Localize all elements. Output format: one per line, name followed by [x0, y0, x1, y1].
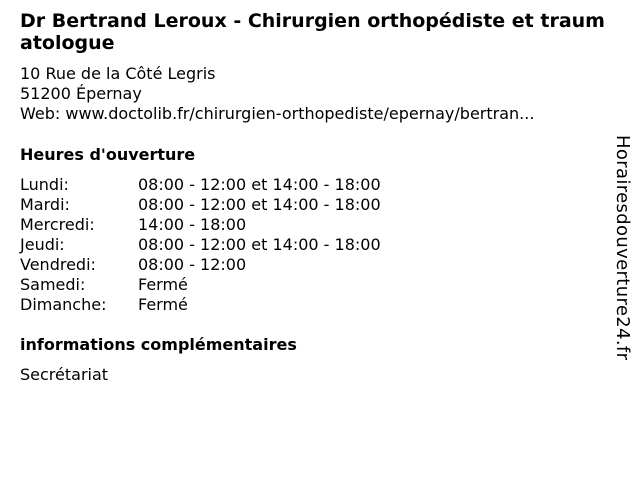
day-hours: Fermé: [138, 295, 188, 314]
opening-hours-table: [20, 175, 605, 315]
practitioner-name: Dr Bertrand Leroux - Chirurgien orthopédiste et traumatologue: [20, 10, 605, 54]
day-label: Samedi:: [20, 275, 86, 294]
hours-row-thursday: [20, 235, 605, 255]
day-hours: 14:00 - 18:00: [138, 215, 247, 234]
practitioner-card: [20, 10, 605, 385]
day-label: Lundi:: [20, 175, 69, 194]
hours-row-tuesday: [20, 195, 605, 215]
street-address: 10 Rue de la Côté Legris: [20, 64, 216, 83]
website-link[interactable]: Web: www.doctolib.fr/chirurgien-orthopediste/epernay/bertran...: [20, 104, 535, 123]
day-label: Dimanche:: [20, 295, 107, 314]
hours-row-monday: [20, 175, 605, 195]
site-watermark: Horairesdouverture24.fr: [612, 135, 633, 361]
opening-hours-heading: Heures d'ouverture: [20, 145, 196, 164]
day-hours: 08:00 - 12:00 et 14:00 - 18:00: [138, 175, 381, 194]
day-hours: 08:00 - 12:00 et 14:00 - 18:00: [138, 195, 381, 214]
address-block: [20, 64, 605, 124]
hours-row-sunday: [20, 295, 605, 315]
day-hours: 08:00 - 12:00 et 14:00 - 18:00: [138, 235, 381, 254]
day-label: Vendredi:: [20, 255, 96, 274]
day-label: Mercredi:: [20, 215, 95, 234]
additional-info-text: Secrétariat: [20, 365, 109, 384]
additional-info-heading: informations complémentaires: [20, 335, 297, 354]
day-label: Jeudi:: [20, 235, 65, 254]
day-hours: 08:00 - 12:00: [138, 255, 247, 274]
city-postal-code: 51200 Épernay: [20, 84, 142, 103]
hours-row-wednesday: [20, 215, 605, 235]
hours-row-friday: [20, 255, 605, 275]
day-label: Mardi:: [20, 195, 70, 214]
hours-row-saturday: [20, 275, 605, 295]
day-hours: Fermé: [138, 275, 188, 294]
